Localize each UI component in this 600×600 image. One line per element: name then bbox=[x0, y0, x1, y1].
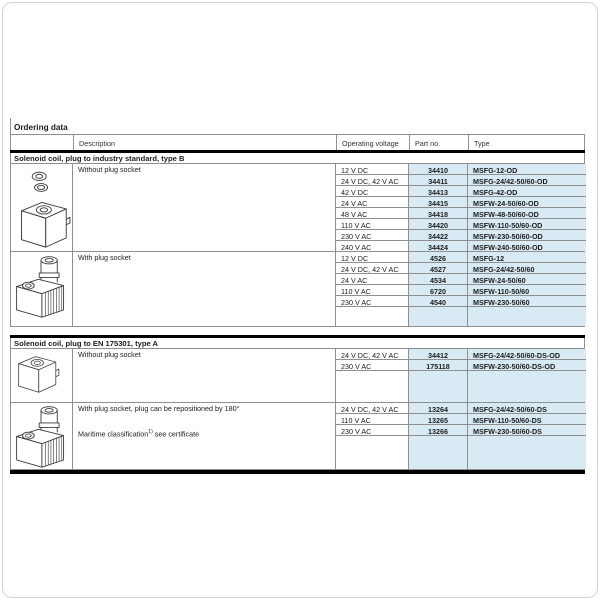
ordering-data-table bbox=[10, 118, 585, 474]
voltage-cell: 110 V AC bbox=[336, 285, 409, 296]
part-number-cell: 4526 bbox=[409, 252, 468, 263]
type-cell: MSFW-230-50/60-OD bbox=[468, 230, 586, 241]
type-cell: MSFG-24/42-50/60 bbox=[468, 263, 586, 274]
solenoid-coil-type-a-drawing bbox=[14, 352, 62, 395]
solenoid-coil-with-plug-type-b-drawing bbox=[13, 254, 69, 321]
type-cell: MSFW-230-50/60-DS-OD bbox=[468, 360, 586, 371]
column-header-type: Type bbox=[468, 135, 586, 150]
product-image-cell bbox=[11, 349, 73, 402]
table-column-headers bbox=[10, 134, 585, 150]
voltage-cell: 24 V AC bbox=[336, 197, 409, 208]
part-number-cell: 13265 bbox=[409, 414, 468, 425]
empty-cell bbox=[409, 307, 468, 326]
voltage-cell: 24 V DC, 42 V AC bbox=[336, 175, 409, 186]
type-cell: MSFW-230-50/60-DS bbox=[468, 425, 586, 436]
part-number-cell: 34424 bbox=[409, 241, 468, 251]
voltage-cell: 12 V DC bbox=[336, 164, 409, 175]
maritime-classification-note: Maritime classification$^{1)}$ see certificate bbox=[78, 428, 200, 439]
part-number-cell: 13264 bbox=[409, 403, 468, 414]
part-number-cell: 175118 bbox=[409, 360, 468, 371]
type-cell: MSFW-48-50/60-OD bbox=[468, 208, 586, 219]
empty-cell bbox=[468, 371, 586, 402]
voltage-cell: 230 V AC bbox=[336, 425, 409, 436]
voltage-cell: 240 V AC bbox=[336, 241, 409, 251]
empty-cell bbox=[468, 307, 586, 326]
type-cell: MSFG-24/42-50/60-DS-OD bbox=[468, 349, 586, 360]
empty-cell bbox=[336, 307, 409, 326]
type-cell: MSFW-240-50/60-OD bbox=[468, 241, 586, 251]
product-image-cell bbox=[11, 403, 73, 469]
product-block-type-b-without-plug bbox=[10, 164, 585, 252]
type-cell: MSFW-24-50/60-OD bbox=[468, 197, 586, 208]
voltage-cell: 110 V AC bbox=[336, 414, 409, 425]
voltage-cell: 230 V AC bbox=[336, 296, 409, 307]
voltage-cell: 24 V AC bbox=[336, 274, 409, 285]
column-header-image bbox=[11, 135, 73, 150]
empty-cell bbox=[409, 436, 468, 469]
part-number-cell: 4527 bbox=[409, 263, 468, 274]
type-cell: MSFG-12-OD bbox=[468, 164, 586, 175]
section-gap bbox=[10, 327, 585, 335]
voltage-cell: 230 V AC bbox=[336, 230, 409, 241]
footnote-marker: 1) bbox=[148, 428, 153, 435]
type-cell: MSFW-24-50/60 bbox=[468, 274, 586, 285]
type-cell: MSFW-110-50/60-OD bbox=[468, 219, 586, 230]
table-bottom-bar bbox=[10, 470, 585, 474]
product-block-type-b-with-plug bbox=[10, 252, 585, 327]
voltage-cell: 110 V AC bbox=[336, 219, 409, 230]
solenoid-coil-type-b-drawing bbox=[15, 167, 73, 249]
empty-cell bbox=[336, 436, 409, 469]
description-text: With plug socket, plug can be repositioned by 180° bbox=[78, 404, 240, 413]
part-number-cell: 13266 bbox=[409, 425, 468, 436]
type-cell: MSFW-110-50/60 bbox=[468, 285, 586, 296]
part-number-cell: 34413 bbox=[409, 186, 468, 197]
column-header-description: Description bbox=[73, 135, 336, 150]
voltage-cell: 12 V DC bbox=[336, 252, 409, 263]
type-cell: MSFG-42-OD bbox=[468, 186, 586, 197]
voltage-cell: 24 V DC, 42 V AC bbox=[336, 349, 409, 360]
voltage-cell: 230 V AC bbox=[336, 360, 409, 371]
type-cell: MSFW-110-50/60-DS bbox=[468, 414, 586, 425]
part-number-cell: 34422 bbox=[409, 230, 468, 241]
solenoid-coil-with-plug-type-a-drawing bbox=[13, 404, 69, 469]
description-cell: With plug socket bbox=[73, 252, 336, 326]
product-image-cell bbox=[11, 252, 73, 326]
column-header-operating-voltage: Operating voltage bbox=[336, 135, 409, 150]
part-number-cell: 4534 bbox=[409, 274, 468, 285]
voltage-cell: 24 V DC, 42 V AC bbox=[336, 263, 409, 274]
part-number-cell: 34418 bbox=[409, 208, 468, 219]
type-cell: MSFG-24/42-50/60-OD bbox=[468, 175, 586, 186]
type-cell: MSFG-12 bbox=[468, 252, 586, 263]
product-block-type-a-with-plug bbox=[10, 403, 585, 470]
product-block-type-a-without-plug bbox=[10, 349, 585, 403]
section-title-type-b: Solenoid coil, plug to industry standard, type B bbox=[10, 153, 585, 164]
description-cell: Without plug socket bbox=[73, 349, 336, 402]
empty-cell bbox=[468, 436, 586, 469]
part-number-cell: 4540 bbox=[409, 296, 468, 307]
part-number-cell: 34415 bbox=[409, 197, 468, 208]
description-cell: Without plug socket bbox=[73, 164, 336, 251]
part-number-cell: 6720 bbox=[409, 285, 468, 296]
part-number-cell: 34420 bbox=[409, 219, 468, 230]
part-number-cell: 34412 bbox=[409, 349, 468, 360]
type-cell: MSFG-24/42-50/60-DS bbox=[468, 403, 586, 414]
type-cell: MSFW-230-50/60 bbox=[468, 296, 586, 307]
empty-cell bbox=[409, 371, 468, 402]
section-title-type-a: Solenoid coil, plug to EN 175301, type A bbox=[10, 338, 585, 349]
column-header-part-no: Part no. bbox=[409, 135, 468, 150]
voltage-cell: 24 V DC, 42 V AC bbox=[336, 403, 409, 414]
product-image-cell bbox=[11, 164, 73, 251]
part-number-cell: 34410 bbox=[409, 164, 468, 175]
description-cell bbox=[73, 403, 336, 469]
part-number-cell: 34411 bbox=[409, 175, 468, 186]
ordering-data-title: Ordering data bbox=[10, 118, 585, 134]
empty-cell bbox=[336, 371, 409, 402]
voltage-cell: 42 V DC bbox=[336, 186, 409, 197]
voltage-cell: 48 V AC bbox=[336, 208, 409, 219]
